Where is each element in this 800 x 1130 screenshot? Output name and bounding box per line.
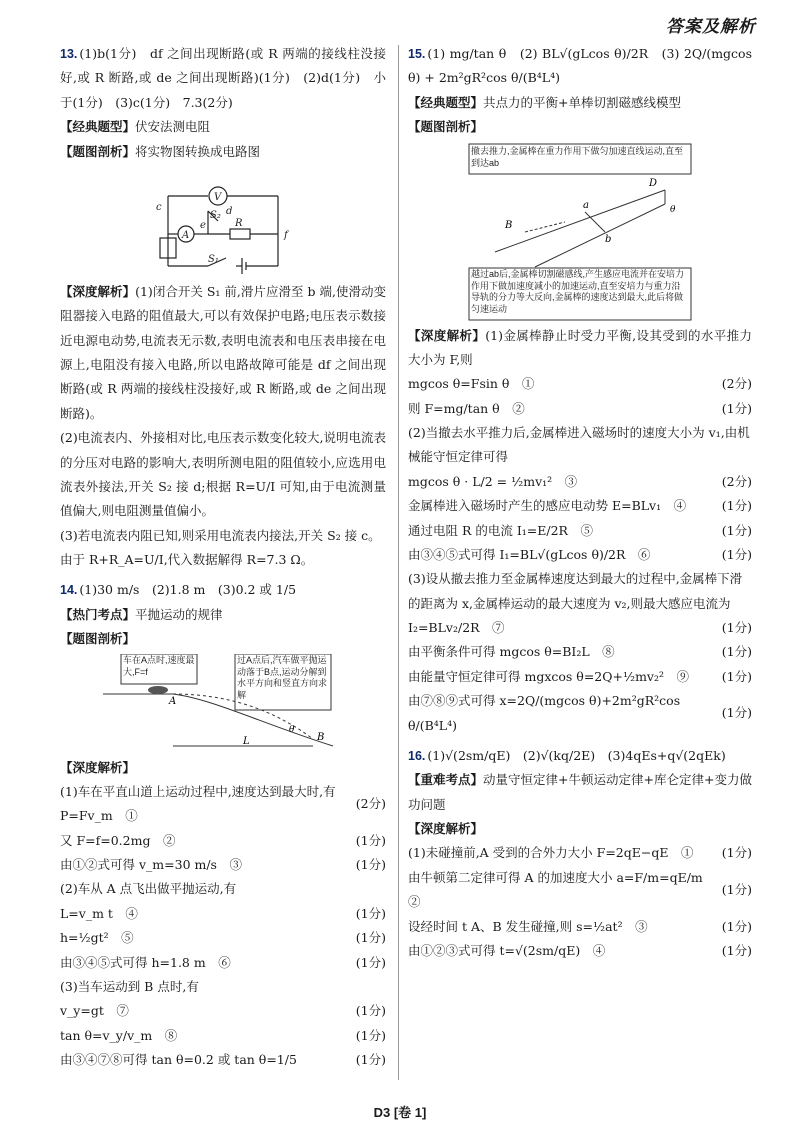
score-label: (1分) [721, 845, 752, 861]
q13-analysis-1: 【深度解析】(1)闭合开关 S₁ 前,滑片应滑至 b 端,使滑动变阻器接入电路的阻值最大,可以有效保护电路;电压表示数接近电源电动势,电流表无示数,表明电流表和电压表串接在电源上,电阻没有接入电路,所以电路故障可能是 df 之间出现断路(或 R 两端的接线柱没接好,或 R 断路,或 de 之间出现断路)。 [60, 283, 386, 421]
score-label: (1分) [721, 620, 752, 635]
score-label: (1分) [721, 668, 752, 684]
svg-text:B: B [317, 731, 325, 743]
score-label: (2分) [721, 473, 752, 489]
equation-text: 设经时间 t A、B 发生碰撞,则 s=½at² ③ [408, 918, 648, 934]
score-label: (1分) [355, 1052, 386, 1067]
equation-line [408, 689, 752, 738]
equation-line [60, 829, 386, 853]
equation-text: v_y=gt ⑦ [60, 1003, 129, 1019]
score-label: (1分) [721, 918, 752, 934]
q13-tag2: 【题图剖析】将实物图转换成电路图 [60, 143, 261, 159]
equation-text: (1)未碰撞前,A 受到的合外力大小 F=2qE−qE ① [408, 845, 694, 861]
svg-text:A: A [182, 229, 190, 241]
equation-text: (1)车在平直山道上运动过程中,速度达到最大时,有 P=Fv_m ① [60, 783, 336, 824]
equation-line [60, 999, 386, 1023]
svg-text:b: b [605, 233, 612, 245]
equation-line [60, 853, 386, 877]
equation-text: h=½gt² ⑤ [60, 930, 134, 946]
score-label: (2分) [355, 796, 386, 812]
q13-analysis-3: (3)若电流表内阻已知,则采用电流表内接法,开关 S₂ 接 c。 [60, 527, 381, 543]
equation-text: 由①②③式可得 t=√(2sm/qE) ④ [408, 942, 606, 958]
equation-line [408, 372, 752, 396]
q15-number: 15. [408, 47, 426, 61]
svg-text:θ: θ [670, 204, 676, 215]
score-label: (1分) [355, 905, 386, 921]
svg-text:S₁: S₁ [208, 253, 219, 265]
equation-line [408, 567, 752, 616]
q13-tag1: 【经典题型】伏安法测电阻 [60, 119, 211, 135]
equation-text: 由牛顿第二定律可得 A 的加速度大小 a=F/m=qE/m ② [408, 869, 716, 910]
equation-line [60, 1024, 386, 1048]
equation-line [408, 640, 752, 664]
q15-tag2: 【题图剖析】 [408, 119, 484, 135]
equation-text: 由⑦⑧⑨式可得 x=2Q/(mgcos θ)+2m²gR²cos θ/(B⁴L⁴) [408, 693, 681, 733]
equation-text: (2)车从 A 点飞出做平抛运动,有 [60, 881, 237, 897]
score-label: (1分) [355, 1027, 386, 1043]
q15-answer: 15. (1) mg/tan θ (2) BL√(gLcos θ)/2R (3) 2Q/(mgcos θ) + 2m²gR²cos θ/(B⁴L⁴) [408, 46, 752, 86]
svg-text:f: f [284, 229, 288, 241]
equation-text: 又 F=f=0.2mg ② [60, 832, 176, 848]
equation-text: L=v_m t ④ [60, 905, 138, 921]
q13-answer: 13. (1)b(1分) df 之间出现断路(或 R 两端的接线柱没接好,或 R 断路,或 de 之间出现断路)(1分) (2)d(1分) 小于(1分) (3)c(1分) 7.3(2分) [60, 46, 386, 110]
equation-text: 由平衡条件可得 mgcos θ=BI₂L ⑧ [408, 644, 615, 660]
score-label: (1分) [721, 942, 752, 958]
equation-line [60, 780, 386, 829]
q16-analysis [408, 841, 752, 963]
equation-line [60, 877, 386, 901]
q13-analysis-4: 由于 R+R_A=U/I,代入数据解得 R=7.3 Ω。 [60, 552, 314, 567]
svg-text:a: a [583, 199, 589, 211]
q15-tag1: 【经典题型】共点力的平衡+单棒切割磁感线模型 [408, 94, 681, 110]
score-label: (1分) [721, 498, 752, 514]
equation-line [408, 841, 752, 865]
equation-text: mgcos θ=Fsin θ ① [408, 376, 535, 392]
equation-text: 通过电阻 R 的电流 I₁=E/2R ⑤ [408, 522, 593, 538]
score-label: (1分) [355, 1003, 386, 1019]
svg-text:D: D [649, 177, 658, 189]
svg-text:A: A [169, 695, 177, 707]
q16-tag1: 【重难考点】动量守恒定律+牛顿运动定律+库仑定律+变力做功问题 [408, 772, 752, 812]
equation-line [408, 915, 752, 939]
score-label: (1分) [721, 644, 752, 660]
q15-analysis [408, 372, 752, 738]
svg-text:R: R [235, 217, 243, 229]
svg-text:θ: θ [289, 724, 295, 735]
q16-number: 16. [408, 748, 426, 763]
right-column [408, 42, 752, 963]
equation-line [408, 421, 752, 470]
svg-text:d: d [226, 205, 233, 217]
equation-text: I₂=BLv₂/2R ⑦ [408, 620, 505, 635]
circuit-diagram [138, 166, 308, 278]
svg-text:V: V [214, 191, 222, 203]
equation-text: (3)设从撤去推力至金属棒速度达到最大的过程中,金属棒下滑的距离为 x,金属棒运动的最大速度为 v₂,则最大感应电流为 [408, 571, 743, 611]
equation-text: 金属棒进入磁场时产生的感应电动势 E=BLv₁ ④ [408, 498, 687, 514]
equation-line [60, 951, 386, 975]
equation-line [408, 494, 752, 518]
score-label: (1分) [721, 881, 752, 897]
equation-text: (3)当车运动到 B 点时,有 [60, 978, 199, 994]
equation-line [408, 866, 752, 915]
svg-text:B: B [505, 219, 513, 231]
equation-text: 由③④⑤式可得 h=1.8 m ⑥ [60, 954, 231, 970]
score-label: (1分) [721, 400, 752, 416]
equation-text: 由能量守恒定律可得 mgxcos θ=2Q+½mv₂² ⑨ [408, 668, 690, 684]
svg-text:c: c [156, 201, 162, 213]
equation-line [408, 543, 752, 567]
equation-text: 由③④⑤式可得 I₁=BL√(gLcos θ)/2R ⑥ [408, 546, 651, 562]
q14-number: 14. [60, 583, 78, 598]
equation-line [408, 519, 752, 543]
equation-text: mgcos θ · L/2 = ½mv₁² ③ [408, 473, 578, 489]
equation-text: 由③④⑦⑧可得 tan θ=0.2 或 tan θ=1/5 [60, 1052, 297, 1067]
q13-number: 13. [60, 47, 78, 61]
equation-text: 由①②式可得 v_m=30 m/s ③ [60, 857, 242, 872]
equation-line [60, 975, 386, 999]
q16-tag3: 【深度解析】 [408, 821, 484, 836]
equation-line [60, 902, 386, 926]
rail-diagram: 撤去推力,金属棒在重力作用下做匀加速直线运动,直至到达ab a b B D θ 越过ab后,金属棒切割磁感线,产生感应电流并在安培力作用下做加速度减小的加速运动,直至安培力与重力沿导轨的分力等大反向,金属棒的速度达到最大,此后将做匀速运动 [465, 142, 695, 322]
equation-line [408, 616, 752, 640]
equation-line [60, 1048, 386, 1072]
q14-answer: 14. (1)30 m/s (2)1.8 m (3)0.2 或 1/5 [60, 582, 297, 598]
equation-line [408, 470, 752, 494]
equation-line [60, 926, 386, 950]
score-label: (1分) [355, 930, 386, 946]
q15-intro: 【深度解析】(1)金属棒静止时受力平衡,设其受到的水平推力大小为 F,则 [408, 327, 752, 367]
svg-text:e: e [200, 219, 206, 231]
q14-tag2: 【题图剖析】 [60, 631, 136, 647]
equation-text: 则 F=mg/tan θ ② [408, 400, 525, 416]
score-label: (2分) [721, 376, 752, 392]
score-label: (1分) [721, 705, 752, 721]
q14-tag1: 【热门考点】平抛运动的规律 [60, 606, 223, 622]
equation-line [408, 665, 752, 689]
score-label: (1分) [355, 954, 386, 970]
page-footer: D3 [卷 1] [373, 1105, 427, 1120]
score-label: (1分) [721, 546, 752, 562]
q14-analysis: 【深度解析】 (1)车在平直山道上运动过程中,速度达到最大时,有 P=Fv_m ① (2分) 又 F=f=0.2mg ② (1分) 由①②式可得 v_m=30 m/s ③ (1分) (2)车从 A 点飞出做平抛运动,有 L=v_m t ④ (1分) h=½gt² ⑤ (1分) 由③④⑤式可得 h=1.8 m ⑥ (1分) (3)当车运动到 B 点时,有 v_y=gt ⑦ (1分) tan θ=v_y/v_m ⑧ (1分) 由③④⑦⑧可得 tan θ=0.2 或 tan θ=1/5 (1分) [60, 756, 386, 1073]
page-header: 答案及解析 [666, 17, 756, 37]
equation-text: (2)当撤去水平推力后,金属棒进入磁场时的速度大小为 v₁,由机械能守恒定律可得 [408, 425, 750, 465]
equation-line [408, 397, 752, 421]
left-column [60, 42, 386, 1072]
equation-line [408, 939, 752, 963]
q13-analysis-2: (2)电流表内、外接相对比,电压表示数变化较大,说明电流表的分压对电路的影响大,表明所测电阻的阻值较小,应选用电流表外接法,开关 S₂ 接 d;根据 R=U/I 可知,由于电流测量值偏大,则电阻测量值偏小。 [60, 430, 386, 519]
projectile-diagram: 车在A点时,速度最大,F=f 过A点后,汽车做平抛运动落于B点,运动分解到水平方向和竖直方向求解 A B L θ [103, 654, 343, 754]
column-divider [398, 45, 399, 1080]
q16-answer: 16. (1)√(2sm/qE) (2)√(kq/2E) (3)4qEs+q√(2qEk) [408, 747, 726, 763]
svg-text:S₂: S₂ [210, 209, 221, 221]
score-label: (1分) [355, 832, 386, 848]
score-label: (1分) [721, 522, 752, 538]
svg-text:L: L [243, 735, 250, 747]
score-label: (1分) [355, 857, 386, 872]
equation-text: tan θ=v_y/v_m ⑧ [60, 1027, 178, 1043]
